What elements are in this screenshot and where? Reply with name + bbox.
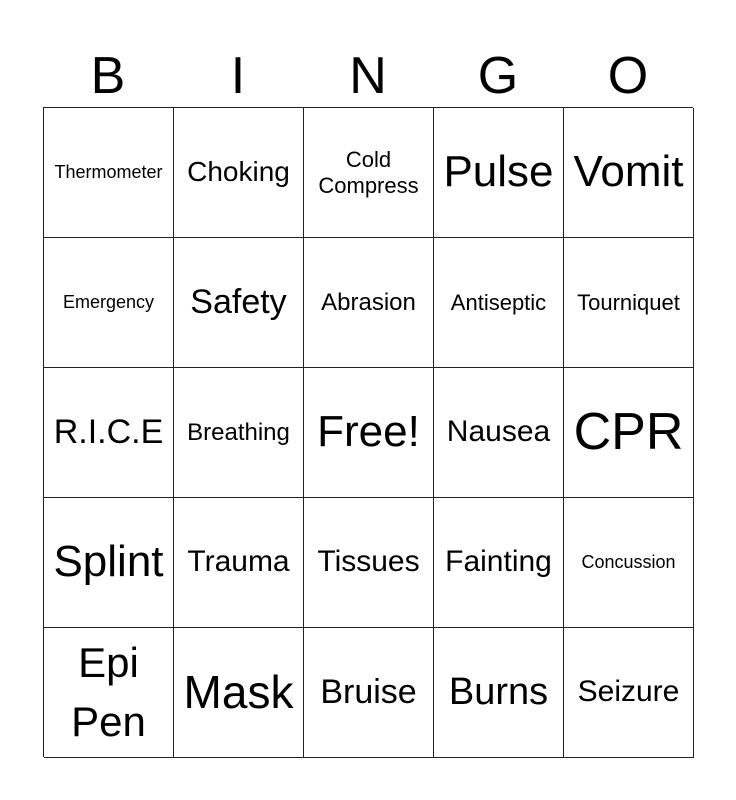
cell-label: Mask bbox=[183, 666, 294, 719]
bingo-cell[interactable] bbox=[434, 238, 564, 368]
bingo-cell[interactable] bbox=[434, 628, 564, 758]
bingo-cell[interactable] bbox=[174, 498, 304, 628]
bingo-cell[interactable] bbox=[174, 368, 304, 498]
cell-label: Antiseptic bbox=[450, 289, 547, 315]
cell-label: Choking bbox=[187, 156, 290, 188]
cell-label: Tourniquet bbox=[577, 289, 680, 315]
bingo-cell[interactable] bbox=[564, 108, 694, 238]
header-letter-g: G bbox=[477, 47, 519, 105]
cell-label: Cold Compress bbox=[318, 147, 419, 198]
cell-label: Free! bbox=[317, 407, 420, 457]
bingo-cell[interactable] bbox=[304, 238, 434, 368]
bingo-cell[interactable] bbox=[434, 498, 564, 628]
bingo-cell[interactable] bbox=[304, 498, 434, 628]
cell-label: Seizure bbox=[577, 675, 680, 709]
cell-label: Fainting bbox=[445, 545, 552, 579]
header-letter-i: I bbox=[230, 47, 246, 105]
bingo-cell[interactable] bbox=[564, 498, 694, 628]
cell-label: Abrasion bbox=[321, 288, 416, 316]
bingo-header bbox=[43, 45, 693, 107]
bingo-cell[interactable] bbox=[44, 498, 174, 628]
cell-label: Vomit bbox=[573, 147, 684, 197]
cell-label: Thermometer bbox=[54, 162, 163, 183]
cell-label: R.I.C.E bbox=[53, 412, 164, 451]
header-letter-o: O bbox=[607, 47, 649, 105]
bingo-cell[interactable] bbox=[434, 368, 564, 498]
cell-label: Emergency bbox=[62, 292, 155, 313]
bingo-cell[interactable] bbox=[304, 628, 434, 758]
cell-label: Bruise bbox=[320, 672, 417, 711]
bingo-cell[interactable] bbox=[44, 368, 174, 498]
cell-label: Epi Pen bbox=[71, 638, 146, 745]
cell-label: Safety bbox=[190, 282, 287, 321]
bingo-board bbox=[43, 107, 693, 757]
bingo-cell[interactable] bbox=[564, 628, 694, 758]
cell-label: Pulse bbox=[443, 147, 554, 197]
bingo-cell[interactable] bbox=[174, 238, 304, 368]
bingo-cell[interactable] bbox=[44, 108, 174, 238]
bingo-cell[interactable] bbox=[304, 108, 434, 238]
cell-label: CPR bbox=[573, 402, 684, 461]
bingo-cell[interactable] bbox=[44, 628, 174, 758]
free-space-cell[interactable] bbox=[304, 368, 434, 498]
cell-label: Trauma bbox=[187, 545, 290, 579]
header-letter-b: B bbox=[90, 47, 126, 105]
bingo-cell[interactable] bbox=[174, 628, 304, 758]
cell-label: Splint bbox=[53, 537, 164, 587]
bingo-cell[interactable] bbox=[174, 108, 304, 238]
cell-label: Nausea bbox=[446, 415, 551, 449]
bingo-cell[interactable] bbox=[564, 368, 694, 498]
bingo-cell[interactable] bbox=[564, 238, 694, 368]
header-letter-n: N bbox=[349, 47, 387, 105]
bingo-cell[interactable] bbox=[44, 238, 174, 368]
cell-label: Tissues bbox=[317, 545, 420, 579]
cell-label: Concussion bbox=[581, 552, 676, 573]
cell-label: Breathing bbox=[187, 418, 290, 446]
bingo-cell[interactable] bbox=[434, 108, 564, 238]
cell-label: Burns bbox=[448, 670, 549, 713]
